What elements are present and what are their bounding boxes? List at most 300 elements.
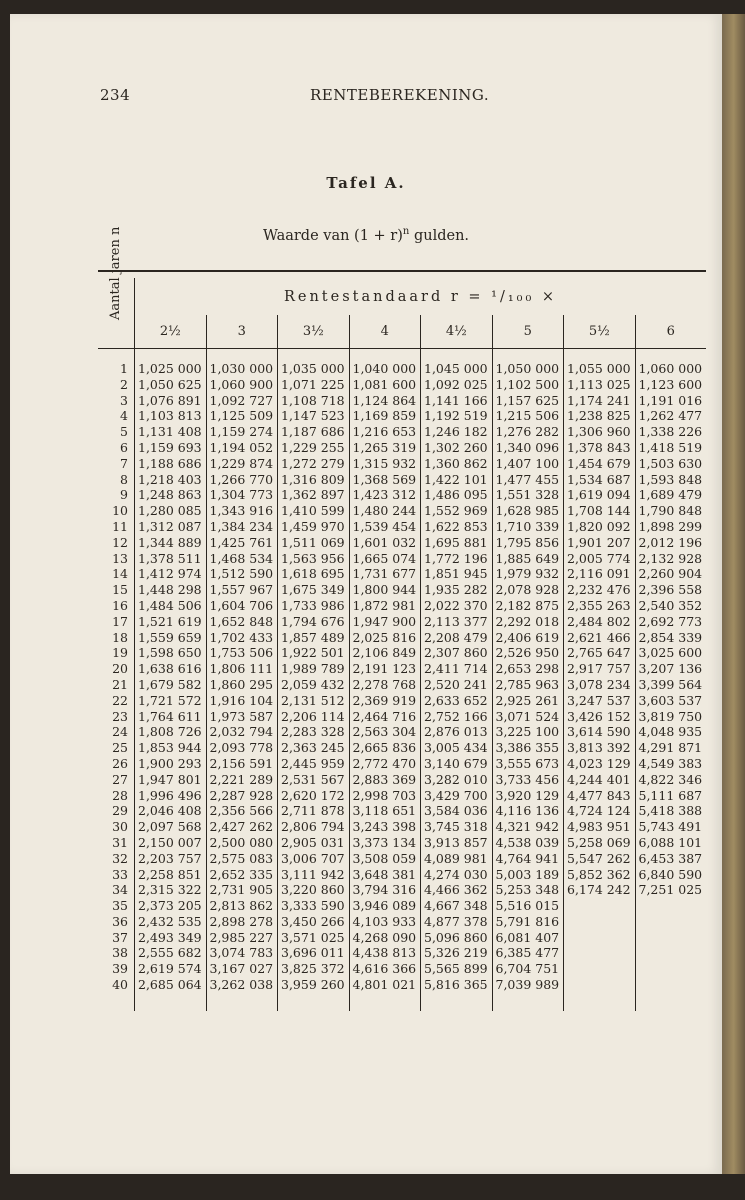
value-cell: 2,575 083 [206, 851, 278, 867]
table-row [98, 630, 706, 646]
value-cell: 6,385 477 [492, 945, 564, 961]
subtitle-exponent: n [402, 226, 410, 237]
value-cell: 1,340 096 [492, 440, 564, 456]
year-cell: 16 [98, 598, 135, 614]
value-cell: 1,025 000 [138, 361, 202, 376]
table-row [98, 677, 706, 693]
value-cell: 3,140 679 [421, 756, 493, 772]
spacer-cell [564, 349, 636, 362]
value-cell: 1,922 501 [278, 645, 350, 661]
year-cell: 24 [98, 724, 135, 740]
value-cell: 1,898 299 [635, 519, 706, 535]
value-cell: 2,373 205 [138, 898, 202, 914]
value-cell: 1,638 616 [138, 661, 202, 677]
value-cell: 1,860 295 [206, 677, 278, 693]
value-cell: 4,877 378 [421, 914, 493, 930]
value-cell: 2,032 794 [206, 724, 278, 740]
value-cell: 1,412 974 [138, 566, 202, 582]
year-cell: 8 [98, 472, 135, 488]
value-cell: 3,913 857 [421, 835, 493, 851]
year-cell: 36 [98, 914, 135, 930]
value-cell: 2,876 013 [421, 724, 493, 740]
value-cell: 1,794 676 [278, 614, 350, 630]
year-cell: 21 [98, 677, 135, 693]
year-cell: 4 [98, 408, 135, 424]
value-cell: 1,480 244 [349, 503, 421, 519]
value-cell: 1,248 863 [138, 487, 202, 503]
year-cell: 38 [98, 945, 135, 961]
value-cell: 3,819 750 [635, 709, 706, 725]
value-cell: 1,262 477 [635, 408, 706, 424]
value-cell: 2,653 298 [492, 661, 564, 677]
value-cell: 1,454 679 [564, 456, 636, 472]
group-header-row [98, 278, 706, 315]
year-cell: 13 [98, 551, 135, 567]
value-cell: 3,399 564 [635, 677, 706, 693]
value-cell: 1,710 339 [492, 519, 564, 535]
value-cell: 3,603 537 [635, 693, 706, 709]
year-cell: 29 [98, 803, 135, 819]
tail-cell [564, 993, 636, 1011]
value-cell: 2,484 802 [564, 614, 636, 630]
value-cell: 2,772 470 [349, 756, 421, 772]
year-cell: 28 [98, 788, 135, 804]
value-cell: 1,229 874 [206, 456, 278, 472]
tail-cell [421, 993, 493, 1011]
value-cell: 4,724 124 [564, 803, 636, 819]
value-cell: 1,266 770 [206, 472, 278, 488]
value-cell: 2,078 928 [492, 582, 564, 598]
value-cell: 1,652 848 [206, 614, 278, 630]
value-cell: 1,215 506 [492, 408, 564, 424]
value-cell: 4,477 843 [564, 788, 636, 804]
value-cell: 2,464 716 [349, 709, 421, 725]
value-cell: 1,702 433 [206, 630, 278, 646]
value-cell: 2,113 377 [421, 614, 493, 630]
rate-header: 5 [492, 315, 564, 348]
value-cell: 6,704 751 [492, 961, 564, 977]
value-cell: 2,132 928 [635, 551, 706, 567]
year-cell: 7 [98, 456, 135, 472]
value-cell: 1,194 052 [206, 440, 278, 456]
value-cell: 2,131 512 [278, 693, 350, 709]
value-cell: 1,733 986 [278, 598, 350, 614]
value-cell: 1,407 100 [492, 456, 564, 472]
value-cell: 4,274 030 [421, 867, 493, 883]
subtitle-suffix: gulden. [409, 228, 470, 244]
value-cell: 3,745 318 [421, 819, 493, 835]
value-cell: 1,901 207 [564, 535, 636, 551]
value-cell: 7,039 989 [492, 977, 564, 993]
value-cell: 1,996 496 [138, 787, 202, 803]
value-cell: 2,191 123 [349, 661, 421, 677]
running-title: RENTEBEREKENING. [310, 86, 490, 104]
value-cell: 1,665 074 [349, 551, 421, 567]
year-cell: 20 [98, 661, 135, 677]
value-cell: 2,500 080 [206, 835, 278, 851]
year-cell: 33 [98, 867, 135, 883]
value-cell: 3,946 089 [349, 898, 421, 914]
value-cell: 6,840 590 [635, 867, 706, 883]
value-cell: 3,696 011 [278, 945, 350, 961]
value-cell: 1,800 944 [349, 582, 421, 598]
value-cell: 1,076 891 [138, 392, 202, 408]
table-row [98, 535, 706, 551]
value-cell: 1,468 534 [206, 551, 278, 567]
value-cell: 1,628 985 [492, 503, 564, 519]
value-cell: 1,423 312 [349, 487, 421, 503]
value-cell: 1,790 848 [635, 503, 706, 519]
year-cell: 3 [98, 393, 135, 409]
value-cell: 5,816 365 [421, 977, 493, 993]
value-cell: 1,806 111 [206, 661, 278, 677]
value-cell: 3,584 036 [421, 803, 493, 819]
value-cell: 1,764 611 [138, 708, 202, 724]
value-cell: 1,772 196 [421, 551, 493, 567]
value-cell: 1,060 900 [206, 377, 278, 393]
value-cell: 1,689 479 [635, 487, 706, 503]
value-cell: 5,003 189 [492, 867, 564, 883]
value-cell: 3,111 942 [278, 867, 350, 883]
value-cell: 3,813 392 [564, 740, 636, 756]
value-cell: 1,040 000 [349, 361, 421, 377]
year-cell: 23 [98, 709, 135, 725]
table-row [98, 456, 706, 472]
value-cell: 3,006 707 [278, 851, 350, 867]
value-cell: 1,124 864 [349, 393, 421, 409]
year-cell: 26 [98, 756, 135, 772]
years-header [98, 226, 135, 349]
table-row [98, 661, 706, 677]
table-row [98, 424, 706, 440]
value-cell: 2,203 757 [138, 850, 202, 866]
value-cell: 1,557 967 [206, 582, 278, 598]
value-cell: 5,743 491 [635, 819, 706, 835]
value-cell: 4,048 935 [635, 724, 706, 740]
value-cell: 1,593 848 [635, 472, 706, 488]
value-cell: 4,089 981 [421, 851, 493, 867]
value-cell: 2,813 862 [206, 898, 278, 914]
year-cell: 15 [98, 582, 135, 598]
tail-cell [349, 993, 421, 1011]
value-cell: 1,159 693 [138, 439, 202, 455]
value-cell: 1,306 960 [564, 424, 636, 440]
value-cell: 3,794 316 [349, 882, 421, 898]
value-cell: 1,192 519 [421, 408, 493, 424]
value-cell: 2,427 262 [206, 819, 278, 835]
value-cell: 1,448 298 [138, 582, 202, 598]
value-cell: 1,695 881 [421, 535, 493, 551]
value-cell: 1,410 599 [278, 503, 350, 519]
value-cell: 2,905 031 [278, 835, 350, 851]
year-cell: 32 [98, 851, 135, 867]
table-row [98, 788, 706, 804]
value-cell: 1,947 900 [349, 614, 421, 630]
value-cell: 2,998 703 [349, 788, 421, 804]
tail-cell [635, 993, 706, 1011]
value-cell: 1,191 016 [635, 393, 706, 409]
table-row [98, 756, 706, 772]
table-row [98, 566, 706, 582]
value-cell: 1,246 182 [421, 424, 493, 440]
value-cell: 3,118 651 [349, 803, 421, 819]
year-cell: 35 [98, 898, 135, 914]
years-header-label: Aantal jaren n [108, 226, 123, 320]
value-cell: 1,315 932 [349, 456, 421, 472]
value-cell: 1,272 279 [278, 456, 350, 472]
value-cell: 2,711 878 [278, 803, 350, 819]
year-cell: 5 [98, 424, 135, 440]
value-cell: 2,985 227 [206, 930, 278, 946]
table-row [98, 645, 706, 661]
value-cell: 6,081 407 [492, 930, 564, 946]
value-cell: 2,520 241 [421, 677, 493, 693]
value-cell: 3,920 129 [492, 788, 564, 804]
value-cell: 2,665 836 [349, 740, 421, 756]
value-cell: 4,268 090 [349, 930, 421, 946]
value-cell: 4,822 346 [635, 772, 706, 788]
value-cell: 2,106 849 [349, 645, 421, 661]
value-cell: 1,035 000 [278, 361, 350, 377]
table-row [98, 472, 706, 488]
value-cell: 1,601 032 [349, 535, 421, 551]
value-cell [635, 914, 706, 930]
table-row [98, 819, 706, 835]
year-cell: 10 [98, 503, 135, 519]
value-cell: 3,207 136 [635, 661, 706, 677]
value-cell: 2,156 591 [206, 756, 278, 772]
value-cell: 1,708 144 [564, 503, 636, 519]
value-cell: 1,081 600 [349, 377, 421, 393]
value-cell: 2,315 322 [138, 882, 202, 898]
value-cell: 2,025 816 [349, 630, 421, 646]
value-cell: 1,521 619 [138, 613, 202, 629]
tail-cell [492, 993, 564, 1011]
value-cell: 2,059 432 [278, 677, 350, 693]
year-cell: 2 [98, 377, 135, 393]
value-cell: 2,731 905 [206, 882, 278, 898]
value-cell: 2,806 794 [278, 819, 350, 835]
value-cell: 1,113 025 [564, 377, 636, 393]
table-row [98, 440, 706, 456]
value-cell: 1,159 274 [206, 424, 278, 440]
year-cell: 34 [98, 882, 135, 898]
value-cell: 1,174 241 [564, 393, 636, 409]
value-cell: 2,563 304 [349, 724, 421, 740]
value-cell [635, 898, 706, 914]
value-cell: 1,675 349 [278, 582, 350, 598]
value-cell: 1,425 761 [206, 535, 278, 551]
value-cell: 1,187 686 [278, 424, 350, 440]
table-row [98, 835, 706, 851]
tail-cell [98, 993, 135, 1011]
value-cell: 1,619 094 [564, 487, 636, 503]
value-cell: 1,188 686 [138, 455, 202, 471]
table-row [98, 408, 706, 424]
value-cell: 7,251 025 [635, 882, 706, 898]
value-cell: 2,883 369 [349, 772, 421, 788]
value-cell: 1,338 226 [635, 424, 706, 440]
year-cell: 37 [98, 930, 135, 946]
value-cell: 1,679 582 [138, 676, 202, 692]
value-cell: 1,229 255 [278, 440, 350, 456]
spacer-cell [206, 349, 278, 362]
value-cell: 1,384 234 [206, 519, 278, 535]
value-cell: 5,096 860 [421, 930, 493, 946]
table-row [98, 961, 706, 977]
year-cell: 18 [98, 630, 135, 646]
value-cell: 4,103 933 [349, 914, 421, 930]
value-cell: 2,925 261 [492, 693, 564, 709]
table-row [98, 772, 706, 788]
value-cell: 2,493 349 [138, 929, 202, 945]
value-cell: 2,208 479 [421, 630, 493, 646]
spacer-cell [135, 349, 207, 362]
value-cell: 3,071 524 [492, 709, 564, 725]
rate-header: 3 [206, 315, 278, 348]
value-cell: 3,025 600 [635, 645, 706, 661]
value-cell: 1,238 825 [564, 408, 636, 424]
table-row [98, 598, 706, 614]
table-row [98, 503, 706, 519]
value-cell: 4,321 942 [492, 819, 564, 835]
book-page [10, 14, 722, 1174]
table-row [98, 361, 706, 377]
year-cell: 31 [98, 835, 135, 851]
value-cell: 5,326 219 [421, 945, 493, 961]
value-cell: 1,418 519 [635, 440, 706, 456]
table-row [98, 898, 706, 914]
value-cell: 5,852 362 [564, 867, 636, 883]
value-cell [635, 930, 706, 946]
table-row [98, 945, 706, 961]
spacer-cell [421, 349, 493, 362]
year-cell: 11 [98, 519, 135, 535]
spacer-cell [635, 349, 706, 362]
value-cell: 1,147 523 [278, 408, 350, 424]
value-cell: 1,795 856 [492, 535, 564, 551]
value-cell: 2,355 263 [564, 598, 636, 614]
value-cell: 1,050 000 [492, 361, 564, 377]
value-cell: 1,511 069 [278, 535, 350, 551]
page-number: 234 [100, 86, 131, 104]
value-cell: 2,685 064 [138, 977, 202, 993]
value-cell: 2,898 278 [206, 914, 278, 930]
value-cell: 1,131 408 [138, 424, 202, 440]
value-cell: 2,531 567 [278, 772, 350, 788]
value-cell: 1,055 000 [564, 361, 636, 377]
table-row [98, 519, 706, 535]
value-cell: 4,616 366 [349, 961, 421, 977]
value-cell: 3,450 266 [278, 914, 350, 930]
table-row [98, 851, 706, 867]
value-cell: 2,411 714 [421, 661, 493, 677]
value-cell: 3,078 234 [564, 677, 636, 693]
value-cell [635, 977, 706, 993]
value-cell: 1,598 650 [138, 645, 202, 661]
value-cell: 1,125 509 [206, 408, 278, 424]
table-title: Tafel A. [326, 174, 406, 192]
value-cell: 1,312 087 [138, 518, 202, 534]
value-cell: 2,206 114 [278, 709, 350, 725]
value-cell: 3,333 590 [278, 898, 350, 914]
value-cell: 3,262 038 [206, 977, 278, 993]
tail-cell [278, 993, 350, 1011]
value-cell: 3,074 783 [206, 945, 278, 961]
value-cell [564, 977, 636, 993]
value-cell: 1,378 843 [564, 440, 636, 456]
value-cell: 1,092 727 [206, 393, 278, 409]
value-cell: 2,307 860 [421, 645, 493, 661]
value-cell: 1,060 000 [635, 361, 706, 377]
value-cell: 1,108 718 [278, 393, 350, 409]
value-cell: 1,563 956 [278, 551, 350, 567]
value-cell: 2,633 652 [421, 693, 493, 709]
value-cell: 1,604 706 [206, 598, 278, 614]
rate-header: 6 [635, 315, 706, 348]
value-cell: 5,418 388 [635, 803, 706, 819]
rate-header: 4½ [421, 315, 493, 348]
value-cell: 3,648 381 [349, 867, 421, 883]
value-cell: 1,512 590 [206, 566, 278, 582]
value-cell: 6,174 242 [564, 882, 636, 898]
table-row [98, 867, 706, 883]
value-cell: 4,549 383 [635, 756, 706, 772]
rate-group-header: Rentestandaard r = ¹/₁₀₀ × [283, 288, 558, 305]
tail-cell [135, 993, 207, 1011]
table-body [98, 349, 706, 1011]
year-cell: 1 [98, 361, 135, 377]
value-cell: 3,555 673 [492, 756, 564, 772]
value-cell: 1,302 260 [421, 440, 493, 456]
rate-header: 4 [349, 315, 421, 348]
table-row [98, 693, 706, 709]
value-cell: 1,316 809 [278, 472, 350, 488]
value-cell: 3,005 434 [421, 740, 493, 756]
value-cell: 1,731 677 [349, 566, 421, 582]
table-row [98, 724, 706, 740]
year-cell: 19 [98, 645, 135, 661]
value-cell: 1,141 166 [421, 393, 493, 409]
value-cell: 4,983 951 [564, 819, 636, 835]
value-cell: 5,565 899 [421, 961, 493, 977]
value-cell: 3,614 590 [564, 724, 636, 740]
value-cell: 1,216 653 [349, 424, 421, 440]
value-cell: 2,652 335 [206, 867, 278, 883]
value-cell: 2,396 558 [635, 582, 706, 598]
value-cell: 2,621 466 [564, 630, 636, 646]
value-cell: 1,265 319 [349, 440, 421, 456]
year-cell: 14 [98, 566, 135, 582]
value-cell: 2,221 289 [206, 772, 278, 788]
spacer-cell [278, 349, 350, 362]
table-row [98, 930, 706, 946]
value-cell: 3,225 100 [492, 724, 564, 740]
table-row [98, 551, 706, 567]
value-cell: 4,667 348 [421, 898, 493, 914]
value-cell: 4,538 039 [492, 835, 564, 851]
value-cell: 1,618 695 [278, 566, 350, 582]
value-cell: 1,459 970 [278, 519, 350, 535]
value-cell: 2,012 196 [635, 535, 706, 551]
value-cell: 2,292 018 [492, 614, 564, 630]
value-cell: 3,243 398 [349, 819, 421, 835]
value-cell: 4,764 941 [492, 851, 564, 867]
tail-cell [206, 993, 278, 1011]
value-cell: 2,765 647 [564, 645, 636, 661]
value-cell: 6,453 387 [635, 851, 706, 867]
value-cell: 1,477 455 [492, 472, 564, 488]
